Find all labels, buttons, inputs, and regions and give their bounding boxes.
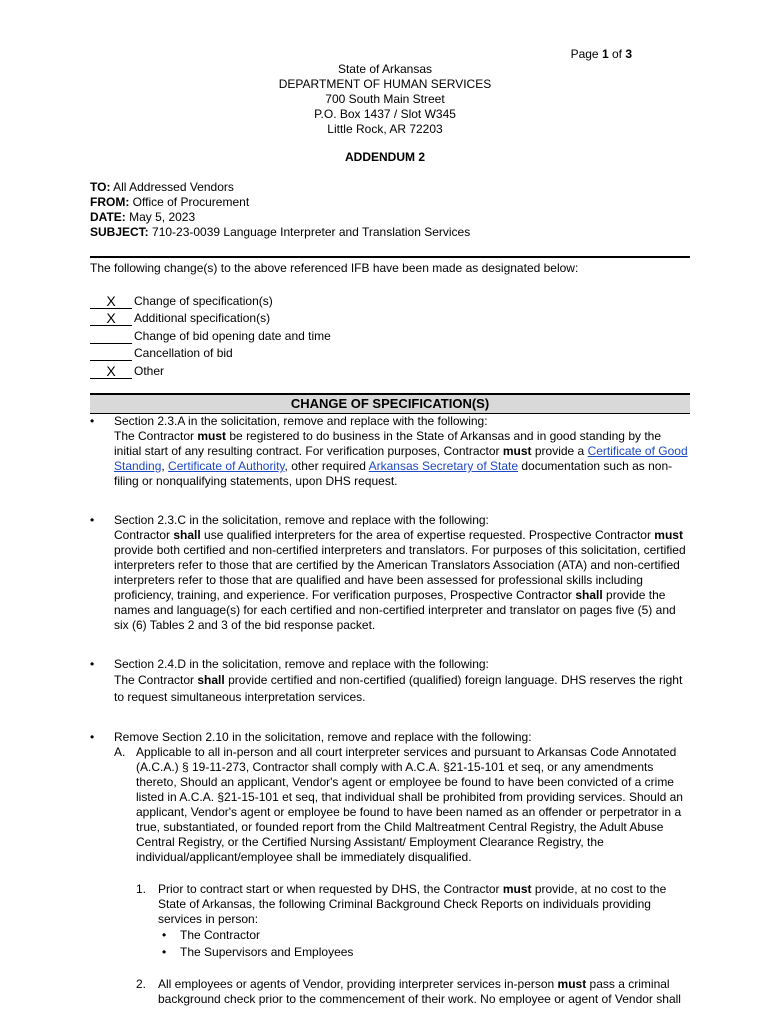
header-line: Little Rock, AR 72203 — [327, 122, 443, 136]
checklist-item: X Additional specification(s) — [90, 309, 331, 327]
intro-text: The following change(s) to the above referenced IFB have been made as designated below: — [90, 261, 579, 275]
page-total: 3 — [625, 47, 632, 61]
checklist-item: Change of bid opening date and time — [90, 326, 331, 344]
check-mark — [90, 343, 132, 344]
certificate-good-standing-link[interactable]: Certificate of Good Standing — [114, 444, 688, 473]
list-item — [90, 730, 690, 1007]
numbered-text: All employees or agents of Vendor, providing interpreter services in-person must pass a criminal background check prior to the commencement of their work. No employee or agent of Vendor shall — [158, 977, 681, 1006]
bullet-icon: • — [162, 945, 167, 959]
secretary-of-state-link[interactable]: Arkansas Secretary of State — [368, 459, 519, 473]
item-body: Contractor shall use qualified interpreters for the area of expertise requested. Prospective Contractor must provide both certified and non-certified interpreters and translators. For purposes of this solicitation, certified interpreters refer to those that are certified by the American Translators Association (ATA) and non-certified interpreters refer to those that are qualified and have been assessed for professional skills including proficiency, training, and experience. For verification purposes, Prospective Contractor shall provide the names and language(s) for each certified and non-certified interpreter and translator on pages five (5) and six (6) Tables 2 and 3 of the bid response packet. — [114, 528, 686, 632]
memo-subject: SUBJECT: 710-23-0039 Language Interpreter and Translation Services — [90, 225, 471, 239]
checklist-item: X Change of specification(s) — [90, 291, 331, 309]
inner-list-item: • The Contractor — [162, 928, 261, 942]
inner-list-item: • The Supervisors and Employees — [162, 945, 354, 959]
bullet-icon: • — [90, 513, 95, 527]
subsection-text: Applicable to all in-person and all court interpreter services and pursuant to Arkansas Code Annotated (A.C.A.) § 19-11-273, Contractor shall comply with A.C.A. §21-15-101 et seq, or any amendments thereto, Should an applicant, Vendor's agent or employee be found to have been convicted of a crime listed in A.C.A. §21-15-101 et seq, that individual shall be prohibited from providing services. Should an applicant, Vendor's agent or employee be found to have been named as an offender or perpetrator in a true, substantiated, or founded report from the Child Maltreatment Central Registry, the Adult Abuse Central Registry, or the Certified Nursing Assistant/ Employment Clearance Registry, the individual/applicant/employee shall be immediately disqualified. — [136, 745, 683, 864]
header-line: DEPARTMENT OF HUMAN SERVICES — [278, 77, 492, 91]
item-body: The Contractor must be registered to do business in the State of Arkansas and in good standing by the initial start of any resulting contract. For verification purposes, Contractor must provide a Certificate of Good Standing, Certificate of Authority, other required Arkansas Secretary of State documentation such as non-filing or nonqualifying statements, upon DHS request. — [114, 429, 688, 488]
item-heading: Section 2.3.A in the solicitation, remove and replace with the following: — [114, 414, 488, 428]
header-line: P.O. Box 1437 / Slot W345 — [314, 107, 456, 121]
check-mark: X — [90, 311, 132, 326]
list-item — [90, 657, 690, 706]
section-banner: CHANGE OF SPECIFICATION(S) — [90, 393, 690, 414]
numbered-text: Prior to contract start or when requested by DHS, the Contractor must provide, at no cost to the State of Arkansas, the following Criminal Background Check Reports on individuals providing services in person: — [158, 882, 667, 926]
item-heading: Section 2.3.C in the solicitation, remove and replace with the following: — [114, 513, 489, 527]
memo-from: FROM: Office of Procurement — [90, 195, 250, 209]
item-heading: Section 2.4.D in the solicitation, remove and replace with the following: — [114, 657, 489, 671]
page-current: 1 — [601, 47, 609, 61]
numbered-item-2 — [136, 977, 690, 1007]
header-line: 700 South Main Street — [325, 92, 445, 106]
item-body: The Contractor shall provide certified and non-certified (qualified) foreign language. DHS reserves the right to request simultaneous interpretation services. — [114, 673, 683, 704]
memo-block — [90, 180, 470, 240]
check-mark — [90, 360, 132, 361]
specification-list — [90, 414, 690, 1007]
addendum-title: ADDENDUM 2 — [344, 150, 425, 164]
divider — [90, 256, 690, 258]
numbered-marker: 1. — [136, 882, 147, 896]
bullet-icon: • — [90, 730, 95, 744]
check-mark: X — [90, 364, 132, 379]
numbered-item-1 — [136, 882, 690, 960]
bullet-icon: • — [90, 414, 95, 428]
subsection-marker: A. — [114, 745, 126, 759]
subsection-a — [114, 745, 690, 865]
bullet-icon: • — [90, 657, 95, 671]
check-mark: X — [90, 294, 132, 309]
agency-header — [0, 62, 770, 137]
page-number: Page 1 of 3 — [570, 47, 632, 61]
bullet-icon: • — [162, 928, 167, 942]
list-item — [90, 513, 690, 633]
certificate-authority-link[interactable]: Certificate of Authority — [168, 459, 285, 473]
checklist-item: X Other — [90, 361, 331, 379]
memo-date: DATE: May 5, 2023 — [90, 210, 196, 224]
numbered-marker: 2. — [136, 977, 147, 991]
header-line: State of Arkansas — [337, 62, 433, 76]
list-item — [90, 414, 690, 489]
change-checklist — [90, 291, 331, 379]
checklist-item: Cancellation of bid — [90, 344, 331, 362]
memo-to: TO: All Addressed Vendors — [90, 180, 234, 194]
item-heading: Remove Section 2.10 in the solicitation, remove and replace with the following: — [114, 730, 532, 744]
